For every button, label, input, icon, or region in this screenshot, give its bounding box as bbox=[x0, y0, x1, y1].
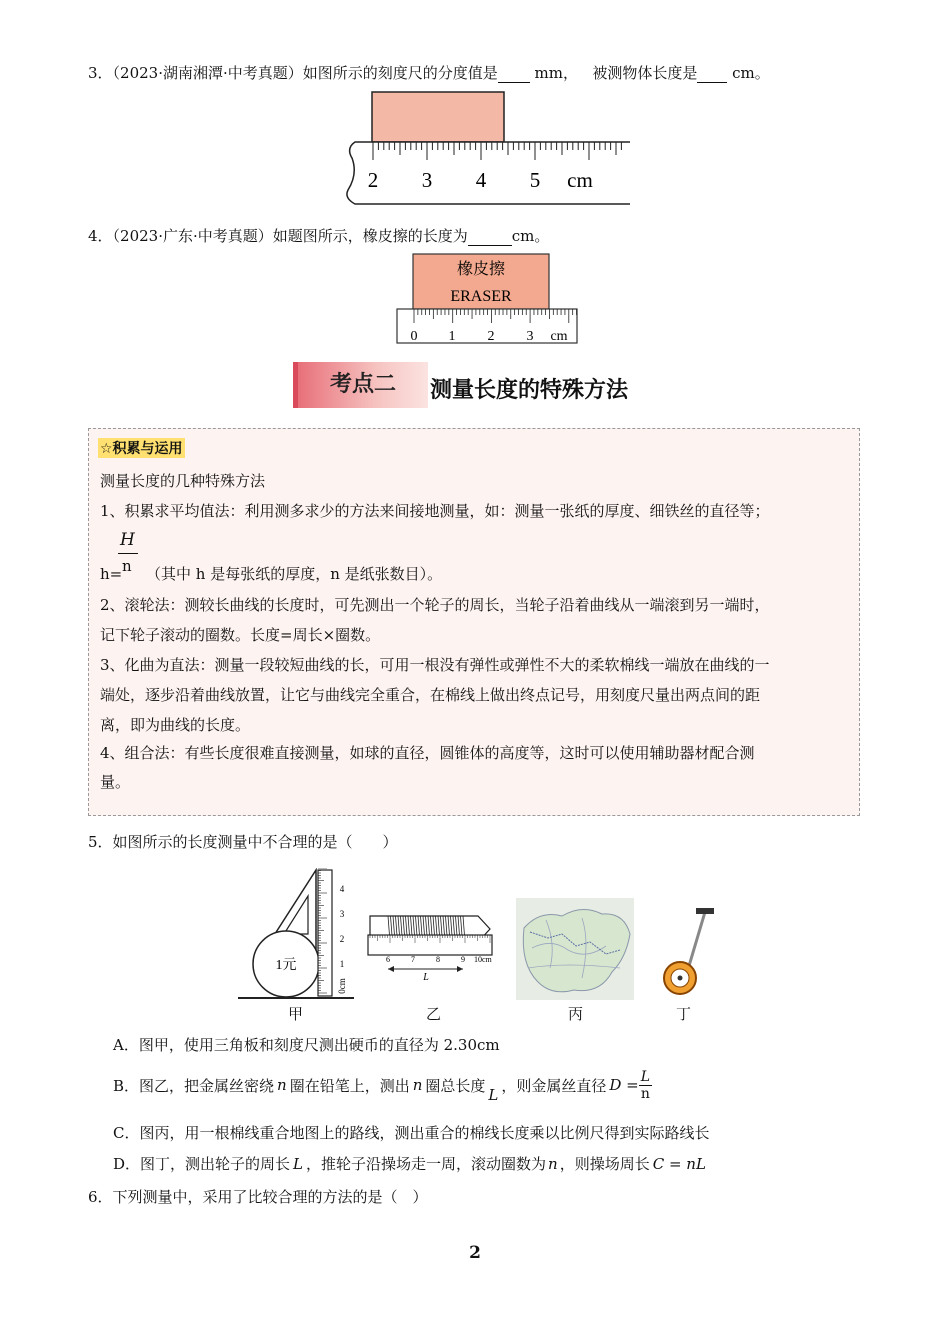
ruler-label: 7 bbox=[411, 955, 415, 964]
formula-denominator: n bbox=[122, 557, 132, 575]
coin-label: 1元 bbox=[275, 958, 297, 973]
box-item-3b: 端处，逐步沿着曲线放置，让它与曲线完全重合，在棉线上做出终点记号，用刻度尺量出两点间的距 bbox=[100, 686, 761, 704]
figure-label: 甲 bbox=[288, 1005, 304, 1023]
box-item-4a: 4、组合法：有些长度很难直接测量，如球的直径，圆锥体的高度等，这时可以使用辅助器材配合测 bbox=[100, 744, 755, 762]
var-L: L bbox=[488, 1086, 499, 1104]
answer-blank[interactable] bbox=[468, 227, 512, 246]
ruler-label: 0 bbox=[410, 329, 418, 344]
var-n: n bbox=[412, 1076, 423, 1094]
figure-label: 丙 bbox=[568, 1005, 584, 1023]
option-b[interactable]: B．图乙，把金属丝密绕 n 圈在铅笔上，测出 n 圈总长度 L ，则金属丝直径 D = $\frac{L}{n}$ bbox=[113, 1068, 651, 1104]
ruler-label: 10cm bbox=[474, 955, 492, 964]
section-badge bbox=[293, 362, 428, 408]
section-title: 测量长度的特殊方法 bbox=[430, 378, 629, 403]
eraser-label-en: ERASER bbox=[450, 288, 512, 305]
box-item-1: 1、积累求平均值法：利用测多求少的方法来间接地测量，如：测量一张纸的厚度、细铁丝的直径等； bbox=[100, 502, 770, 520]
ruler-figure-q3 bbox=[340, 90, 636, 206]
ruler-label: 2 bbox=[367, 168, 379, 192]
ruler-label: 3 bbox=[526, 329, 534, 344]
question-5-stem: 5．如图所示的长度测量中不合理的是（ ） bbox=[88, 833, 398, 851]
formula-lhs: h= bbox=[100, 565, 123, 583]
ruler-unit: cm bbox=[567, 168, 593, 192]
box-item-3a: 3、化曲为直法：测量一段较短曲线的长，可用一根没有弹性或弹性不大的柔软棉线一端放在曲线的一 bbox=[100, 656, 770, 674]
ruler-label: 4 bbox=[475, 168, 487, 192]
formula-C: C = nL bbox=[652, 1155, 706, 1173]
figure-bing-map bbox=[516, 898, 634, 1000]
measured-object bbox=[372, 92, 504, 142]
arrow-head-right bbox=[457, 966, 463, 972]
ruler-label: 3 bbox=[339, 909, 345, 919]
figure-jia bbox=[236, 868, 356, 1002]
box-header: ☆积累与运用 bbox=[98, 438, 185, 458]
box-intro: 测量长度的几种特殊方法 bbox=[100, 472, 266, 490]
ruler-label: 6 bbox=[386, 955, 390, 964]
ruler-label: 8 bbox=[436, 955, 440, 964]
ruler-label: 1 bbox=[448, 329, 456, 344]
ruler-label: 2 bbox=[339, 934, 345, 944]
handle-grip bbox=[696, 908, 714, 914]
answer-blank[interactable] bbox=[697, 64, 727, 83]
answer-blank[interactable] bbox=[498, 64, 530, 83]
formula-numerator: H bbox=[120, 530, 135, 550]
question-6-stem: 6．下列测量中，采用了比较合理的方法的是（ ） bbox=[88, 1188, 428, 1206]
figure-label: 丁 bbox=[676, 1005, 692, 1023]
box-item-3c: 离，即为曲线的长度。 bbox=[100, 716, 251, 734]
question-4: 4．（2023·广东·中考真题）如题图所示，橡皮擦的长度为 cm。 bbox=[88, 227, 550, 245]
length-label: L bbox=[423, 972, 429, 982]
ruler-label: 2 bbox=[487, 329, 495, 344]
box-item-2b: 记下轮子滚动的圈数。长度=周长×圈数。 bbox=[100, 626, 381, 644]
option-d[interactable]: D．图丁，测出轮子的周长 L ，推轮子沿操场走一周，滚动圈数为 n ，则操场周长 C = nL bbox=[113, 1155, 706, 1173]
wheel-axle bbox=[678, 976, 683, 981]
figure-yi bbox=[366, 908, 494, 982]
var-n: n bbox=[548, 1155, 558, 1173]
figure-label: 乙 bbox=[426, 1005, 442, 1023]
var-n: n bbox=[277, 1076, 287, 1094]
option-c[interactable]: C．图丙，用一根棉线重合地图上的路线，测出重合的棉线长度乘以比例尺得到实际路线长 bbox=[113, 1124, 710, 1142]
page-number: 2 bbox=[469, 1243, 481, 1263]
ruler-unit: cm bbox=[550, 329, 568, 344]
eraser-label-cn: 橡皮擦 bbox=[456, 261, 506, 278]
ruler-label: 4 bbox=[339, 884, 345, 894]
ruler-label: 9 bbox=[461, 955, 465, 964]
fraction-bar bbox=[118, 553, 138, 554]
formula-note: （其中 h 是每张纸的厚度，n 是纸张数目）。 bbox=[146, 565, 443, 583]
box-item-2a: 2、滚轮法：测较长曲线的长度时，可先测出一个轮子的周长，当轮子沿着曲线从一端滚到另一端时， bbox=[100, 596, 770, 614]
section-badge-text: 考点二 bbox=[329, 372, 396, 397]
ruler-label: 5 bbox=[529, 168, 541, 192]
ruler-figure-q4 bbox=[395, 253, 580, 346]
ruler-label: 3 bbox=[421, 168, 433, 192]
figure-ding-wheel bbox=[660, 906, 716, 998]
arrow-head-left bbox=[388, 966, 394, 972]
var-L: L bbox=[293, 1155, 303, 1173]
fraction-L-over-n: $\frac{L}{n}$ bbox=[640, 1068, 651, 1102]
box-item-4b: 量。 bbox=[100, 773, 131, 791]
option-a[interactable]: A．图甲，使用三角板和刻度尺测出硬币的直径为 2.30cm bbox=[113, 1036, 500, 1054]
ruler-label: 1 bbox=[339, 959, 345, 969]
var-D: D = bbox=[609, 1076, 639, 1094]
question-3: 3．（2023·湖南湘潭·中考真题）如图所示的刻度尺的分度值是 mm， 被测物体长度是 cm。 bbox=[88, 64, 770, 82]
ruler-label: 0cm bbox=[337, 978, 347, 994]
